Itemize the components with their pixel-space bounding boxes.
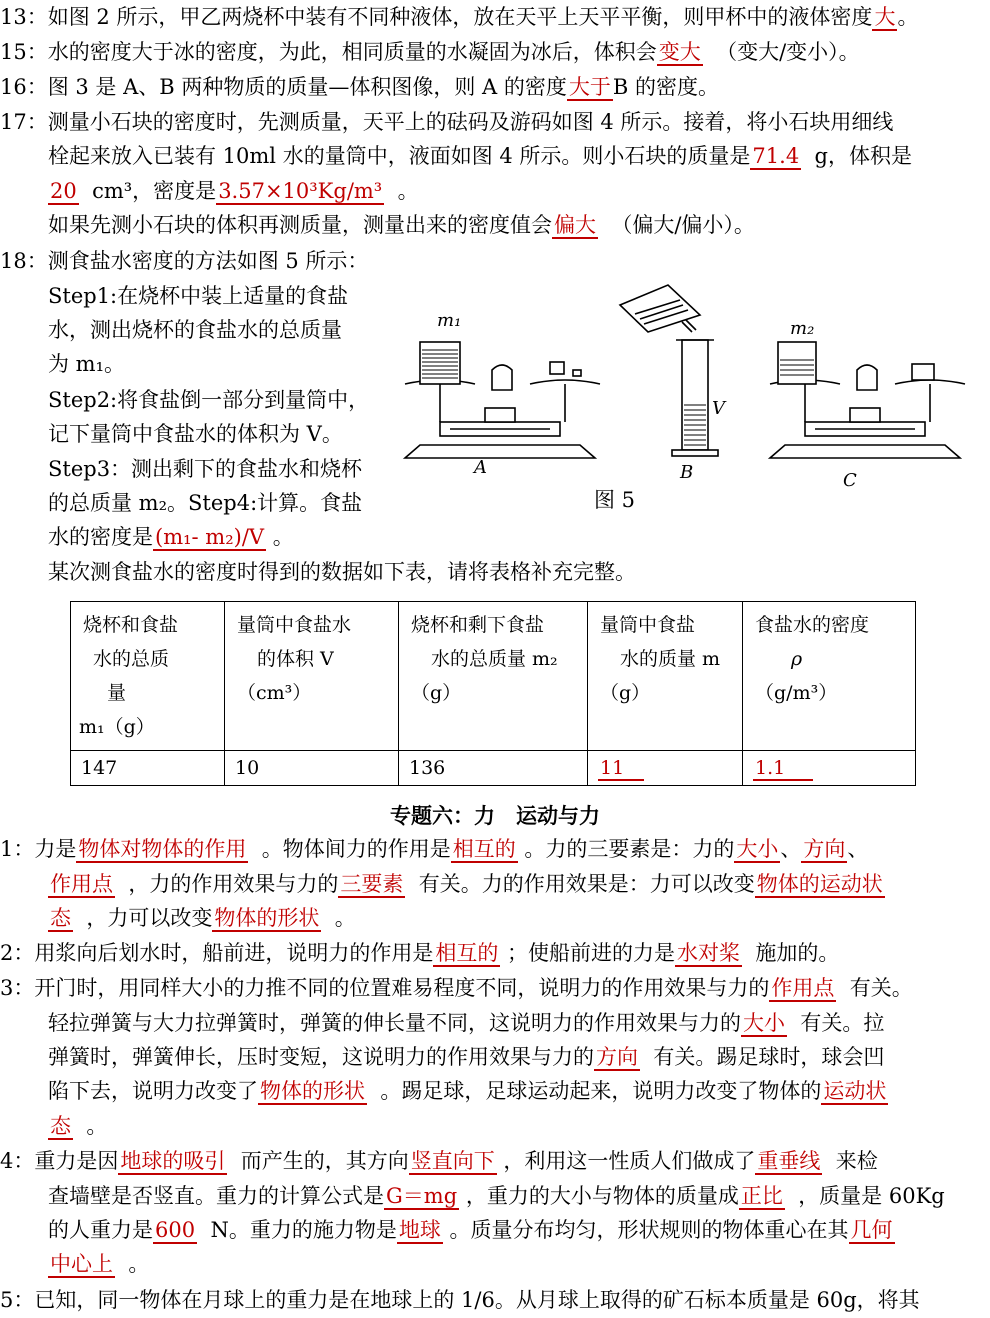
p1-i: 、	[847, 837, 869, 861]
q17-l3-text: cm³，密度是	[92, 179, 217, 203]
p3-answer-b: 作用点	[771, 976, 835, 1000]
p4-line1	[0, 1146, 878, 1176]
p1-answer-b: 物体对物体的作用	[78, 837, 247, 861]
q18-step3a: Step3：测出剩下的食盐水和烧杯	[48, 457, 363, 481]
q18-step2a: Step2:将食盐倒一部分到量筒中，	[48, 388, 370, 412]
p4-q: 。质量分布均匀，形状规则的物体重心在其	[449, 1218, 849, 1242]
label-c: C	[843, 470, 857, 491]
th2-l1: 水的总质量 m₂	[431, 648, 558, 670]
th4-l2: （g/m³）	[755, 682, 838, 704]
th4-l0: 食盐水的密度	[755, 614, 870, 636]
q17-l3-post: 。	[397, 179, 419, 203]
p4-t: 。	[128, 1252, 150, 1276]
p4-a: 4：重力是因	[0, 1149, 119, 1173]
p5-line: 5：已知，同一物体在月球上的重力是在地球上的 1/6。从月球上取得的矿石标本质量是 60g，将其	[0, 1288, 920, 1312]
p1-c: 。物体间力的作用是	[261, 837, 451, 861]
p4-o: N。重力的施力物是	[210, 1218, 397, 1242]
p3-line2	[48, 1008, 884, 1038]
p4-answer-b: 地球的吸引	[120, 1149, 226, 1173]
label-a: A	[474, 457, 487, 478]
p3-a: 3：开门时，用同样大小的力推不同的位置难易程度不同，说明力的作用效果与力的	[0, 976, 770, 1000]
q17-line2	[48, 141, 912, 171]
p3-i: 有关。踢足球时，球会凹	[653, 1045, 885, 1069]
balance-a	[405, 342, 600, 458]
q17-line1: 17：测量小石块的密度时，先测质量，天平上的砝码及游码如图 4 所示。接着，将小石块用细线	[0, 110, 894, 134]
p4-answer-n: 600	[155, 1218, 196, 1242]
p3-g: 弹簧时，弹簧伸长，压时变短，这说明力的作用效果与力的	[48, 1045, 594, 1069]
p1-a: 1：力是	[0, 837, 77, 861]
p2-c: ；使船前进的力是	[507, 941, 676, 965]
table-value-cell: 147	[71, 751, 225, 786]
p3-line4	[48, 1076, 888, 1106]
p1-p: ，力可以改变	[86, 906, 213, 930]
p4-answer-k: 正比	[740, 1184, 783, 1208]
q18-step1a: Step1:在烧杯中装上适量的食盐	[48, 284, 349, 308]
q16-text: 16：图 3 是 A、B 两种物质的质量—体积图像，则 A 的密度	[0, 75, 567, 99]
table-header-cell	[588, 602, 743, 751]
density-data-table	[70, 601, 916, 786]
p4-answer-p: 地球	[398, 1218, 441, 1242]
p4-line2	[48, 1181, 945, 1211]
p4-answer-d: 竖直向下	[410, 1149, 495, 1173]
th2-l2: （g）	[411, 682, 462, 704]
p1-answer-h: 方向	[803, 837, 846, 861]
table-header-cell	[71, 602, 225, 751]
p4-c: 而产生的，其方向	[240, 1149, 409, 1173]
th1-l0: 量筒中食盐水	[237, 614, 352, 636]
q16-line	[0, 72, 719, 102]
q17-answer-mass: 71.4	[752, 144, 800, 168]
p4-l: ，质量是 60Kg	[798, 1184, 945, 1208]
q15-answer: 变大	[658, 40, 701, 64]
p3-answer-m: 运动状	[823, 1079, 887, 1103]
table-header-cell	[743, 602, 916, 751]
q13-answer: 大	[874, 5, 896, 29]
label-v: V	[712, 398, 725, 419]
q13-post: 。	[897, 5, 919, 29]
p4-e: ，利用这一性质人们做成了	[503, 1149, 756, 1173]
q13-text: 13：如图 2 所示，甲乙两烧杯中装有不同种液体，放在天平上天平平衡，则甲杯中的液体密度	[0, 5, 873, 29]
p4-h: 查墙壁是否竖直。重力的计算公式是	[48, 1184, 384, 1208]
figure-5-caption: 图 5	[594, 488, 636, 512]
q15-line	[0, 37, 860, 67]
p2-e: 施加的。	[755, 941, 840, 965]
q15-post: （变大/变小）。	[716, 40, 860, 64]
p3-answer-k: 物体的形状	[260, 1079, 365, 1103]
q17-answer-bias: 偏大	[554, 213, 596, 237]
p1-k: ，力的作用效果与力的	[128, 872, 339, 896]
q18-s3c-post: 。	[272, 525, 294, 549]
p1-m: 有关。力的作用效果是：力可以改变	[418, 872, 755, 896]
p4-answer-i: G＝mg	[386, 1184, 458, 1208]
q17-l2-post: g，体积是	[814, 144, 912, 168]
q18-s3c-text: 水的密度是	[48, 525, 153, 549]
p4-g: 来检	[835, 1149, 878, 1173]
q18-step1c: 为 m₁。	[48, 352, 126, 376]
p3-answer-h: 方向	[596, 1045, 638, 1069]
p1-e: 。力的三要素是：力的	[524, 837, 735, 861]
figure-5-illustration	[400, 280, 990, 510]
p1-answer-o: 态	[50, 906, 71, 930]
q18-table-intro: 某次测食盐水的密度时得到的数据如下表，请将表格补充完整。	[48, 560, 636, 584]
q18-line1: 18：测食盐水密度的方法如图 5 所示：	[0, 249, 369, 273]
p4-answer-r: 几何	[850, 1218, 893, 1242]
th4-l1: ρ	[791, 648, 803, 670]
q17-line3	[48, 176, 419, 206]
label-m2: m₂	[790, 318, 815, 339]
th0-l2: 量	[107, 682, 127, 704]
p4-line3	[48, 1215, 895, 1245]
q17-l4-post: （偏大/偏小）。	[611, 213, 755, 237]
p1-answer-n: 物体的运动状	[756, 872, 883, 896]
th1-l2: （cm³）	[237, 682, 312, 704]
balance-c	[770, 342, 965, 458]
section-title: 专题六：力 运动与力	[390, 803, 600, 828]
q18-step2b: 记下量筒中食盐水的体积为 V。	[48, 422, 343, 446]
p3-line5	[48, 1111, 107, 1141]
p3-line1	[0, 973, 913, 1003]
p1-answer-j: 作用点	[50, 872, 113, 896]
p2-answer-b: 相互的	[435, 941, 499, 965]
p3-answer-n: 态	[50, 1114, 71, 1138]
table-header-cell	[225, 602, 399, 751]
q18-step3b: 的总质量 m₂。Step4:计算。食盐	[48, 491, 363, 515]
th0-l1: 水的总质	[93, 648, 170, 670]
p4-answer-f: 重垂线	[757, 1149, 821, 1173]
th3-l0: 量筒中食盐	[600, 614, 696, 636]
table-answer-density: 1.1	[753, 757, 813, 781]
q13-line	[0, 2, 918, 32]
th3-l2: （g）	[600, 682, 651, 704]
p3-f: 有关。拉	[800, 1011, 885, 1035]
table-value-cell: 10	[225, 751, 399, 786]
p2-a: 2：用浆向后划水时，船前进，说明力的作用是	[0, 941, 434, 965]
p3-o: 。	[86, 1114, 108, 1138]
p1-answer-d: 相互的	[452, 837, 516, 861]
th3-l1: 水的质量 m	[620, 648, 721, 670]
q18-step3c	[48, 522, 294, 552]
table-value-cell: 136	[399, 751, 588, 786]
q17-answer-volume: 20	[50, 179, 77, 203]
table-value-cell	[588, 751, 743, 786]
p1-answer-q: 物体的形状	[214, 906, 320, 930]
q17-l4-text: 如果先测小石块的体积再测质量，测量出来的密度值会	[48, 213, 552, 237]
p2-line	[0, 938, 839, 968]
q16-answer: 大于	[568, 75, 611, 99]
p3-c: 有关。	[849, 976, 913, 1000]
q16-post: B 的密度。	[612, 75, 720, 99]
p1-r: 。	[334, 906, 356, 930]
p4-m: 的人重力是	[48, 1218, 153, 1242]
p4-answer-s: 中心上	[50, 1252, 113, 1276]
q17-answer-density: 3.57×10³Kg/m³	[218, 179, 383, 203]
th0-l3: m₁（g）	[79, 716, 155, 738]
p1-answer-l: 三要素	[340, 872, 404, 896]
q18-answer-formula: (m₁- m₂)/V	[155, 525, 265, 549]
p1-g: 、	[780, 837, 802, 861]
th1-l1: 的体积 V	[257, 648, 334, 670]
th0-l0: 烧杯和食盐	[83, 614, 179, 636]
q18-step1b: 水，测出烧杯的食盐水的总质量	[48, 318, 342, 342]
q17-l2-text: 栓起来放入已装有 10ml 水的量筒中，液面如图 4 所示。则小石块的质量是	[48, 144, 751, 168]
table-answer-mass: 11	[598, 757, 644, 781]
p3-line3	[48, 1042, 884, 1072]
table-value-cell	[743, 751, 916, 786]
p3-l: 。踢足球，足球运动起来，说明力改变了物体的	[380, 1079, 822, 1103]
q15-text: 15：水的密度大于冰的密度，为此，相同质量的水凝固为冰后，体积会	[0, 40, 657, 64]
p1-answer-f: 大小	[736, 837, 779, 861]
p3-j: 陷下去，说明力改变了	[48, 1079, 258, 1103]
q17-line4	[48, 210, 755, 240]
table-header-cell	[399, 602, 588, 751]
p1-line3	[48, 903, 356, 933]
p3-d: 轻拉弹簧与大力拉弹簧时，弹簧的伸长量不同，这说明力的作用效果与力的	[48, 1011, 741, 1035]
p1-line1	[0, 834, 868, 864]
p4-j: ，重力的大小与物体的质量成	[465, 1184, 739, 1208]
p1-line2	[48, 869, 885, 899]
label-b: B	[680, 462, 694, 483]
p2-answer-d: 水对桨	[677, 941, 741, 965]
th2-l0: 烧杯和剩下食盐	[411, 614, 545, 636]
label-m1: m₁	[437, 310, 462, 331]
p3-answer-e: 大小	[743, 1011, 785, 1035]
p4-line4	[48, 1249, 149, 1279]
